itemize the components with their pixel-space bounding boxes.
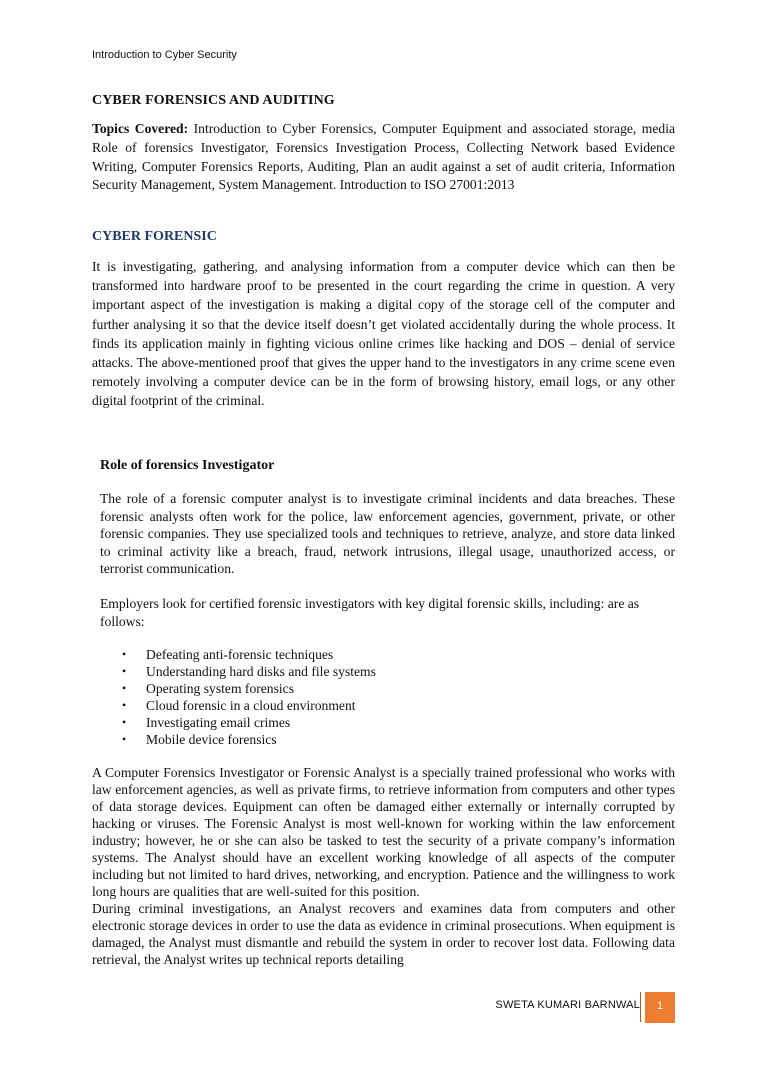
topics-label: Topics Covered: xyxy=(92,121,189,136)
paragraph-role: The role of a forensic computer analyst is to investigate criminal incidents and data breaches. These forensic analysts often work for the police, law enforcement agencies, government, private, or other forensic companies. They use specialized tools and techniques to retrieve, analyze, and store data linked to criminal activity like a breach, fraud, network intrusions, illegal usage, unauthorized access, or terrorist communication. xyxy=(100,491,675,577)
paragraph-analyst-part-2: During criminal investigations, an Analyst recovers and examines data from computers and other electronic storage devices in order to use the data as evidence in criminal prosecutions. When equipment is damaged, the Analyst must dismantle and rebuild the system in order to recover lost data. Following data retrieval, the Analyst writes up technical reports detailing xyxy=(92,901,675,967)
paragraph-cyber-forensic: It is investigating, gathering, and analysing information from a computer device which can then be transformed into hardware proof to be presented in the court regarding the crime in question. A very important aspect of the investigation is making a digital copy of the storage cell of the computer and further analysing it so that the device itself doesn’t get violated accidentally during the whole process. It finds its application mainly in fighting vicious online crimes like hacking and DOS – denial of service attacks. The above-mentioned proof that gives the upper hand to the investigators in any crime scene even remotely involving a computer device can be in the form of browsing history, email logs, or any other digital footprint of the criminal. xyxy=(92,259,675,409)
list-item-text: Investigating email crimes xyxy=(146,715,291,730)
footer-author: SWETA KUMARI BARNWAL xyxy=(495,999,640,1011)
page-number: 1 xyxy=(645,992,675,1023)
list-item xyxy=(122,663,376,680)
list-item-text: Defeating anti-forensic techniques xyxy=(146,647,334,662)
page-footer xyxy=(0,993,768,1023)
list-item-text: Mobile device forensics xyxy=(146,732,277,747)
section-title: CYBER FORENSIC xyxy=(92,229,217,244)
bullet-icon: • xyxy=(122,732,127,746)
list-item-text: Cloud forensic in a cloud environment xyxy=(146,698,356,713)
list-item-text: Operating system forensics xyxy=(146,681,294,696)
bullet-icon: • xyxy=(122,698,127,712)
list-item xyxy=(122,714,376,731)
list-item xyxy=(122,731,376,748)
topics-text: Introduction to Cyber Forensics, Computer Equipment and associated storage, media Role of forensics Investigator, Forensics Investigation Process, Collecting Network based Evidence Writing, Computer Forensics Reports, Auditing, Plan an audit against a set of audit criteria, Information Security Management, System Management. Introduction to ISO 27001:2013 xyxy=(92,121,676,193)
list-item xyxy=(122,697,376,714)
bullet-icon: • xyxy=(122,647,127,661)
skills-list xyxy=(122,646,376,748)
paragraph-analyst-part-1: A Computer Forensics Investigator or Forensic Analyst is a specially trained professional who works with law enforcement agencies, as well as private firms, to retrieve information from computers and other types of data storage devices. Equipment can often be damaged either externally or internally corrupted by hacking or viruses. The Forensic Analyst is most well-known for working within the law enforcement industry; however, he or she can also be tasked to test the security of a private company’s information systems. The Analyst should have an excellent working knowledge of all aspects of the computer including but not limited to hard drives, networking, and encryption. Patience and the willingness to work long hours are qualities that are well-suited for this position. xyxy=(92,765,675,899)
bullet-icon: • xyxy=(122,664,127,678)
bullet-icon: • xyxy=(122,715,127,729)
paragraph-employers: Employers look for certified forensic investigators with key digital forensic skills, including: are as follows: xyxy=(100,596,640,629)
list-item-text: Understanding hard disks and file systems xyxy=(146,664,376,679)
footer-divider xyxy=(640,992,641,1022)
subsection-title: Role of forensics Investigator xyxy=(100,458,275,473)
list-item xyxy=(122,646,376,663)
topics-covered xyxy=(92,120,675,195)
bullet-icon: • xyxy=(122,681,127,695)
paragraph-analyst xyxy=(92,764,675,968)
document-title: CYBER FORENSICS AND AUDITING xyxy=(92,93,335,108)
running-header: Introduction to Cyber Security xyxy=(92,49,237,61)
list-item xyxy=(122,680,376,697)
